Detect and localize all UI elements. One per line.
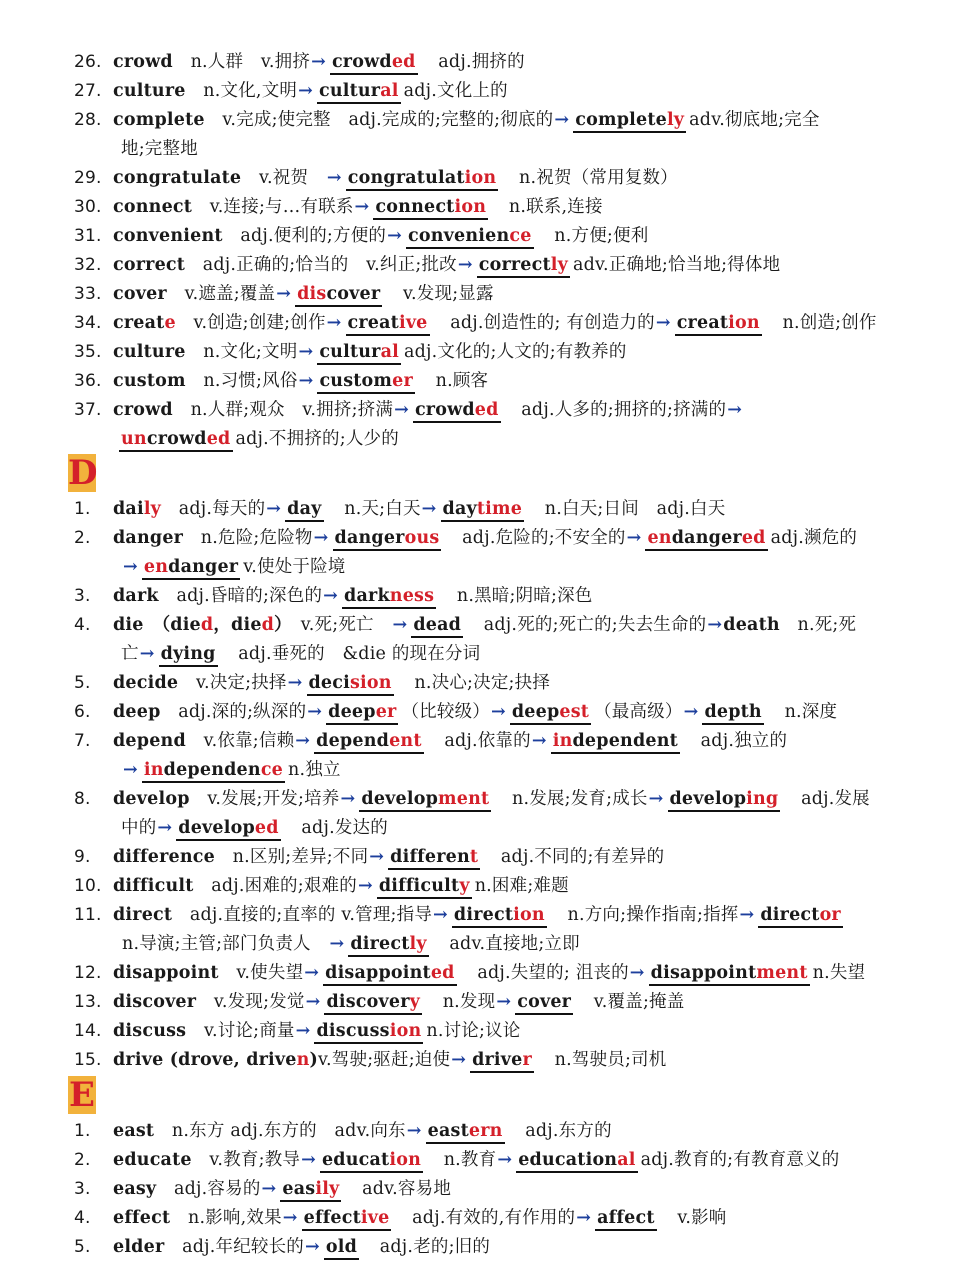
arrow-icon: → — [727, 400, 743, 420]
entry-d9: 9. difference n.区别;差异;不同→ different adj.不同的;有差异的 — [0, 843, 960, 872]
entry-c28-continued: 地;完整地 — [121, 139, 198, 159]
headword: custom — [113, 371, 186, 391]
entry-d15: 15. drive (drove, driven)v.驾驶;驱赶;迫使→ driver n.驾驶员;司机 — [0, 1046, 960, 1075]
arrow-icon: → — [387, 226, 402, 246]
answer-blank: dependent — [314, 730, 423, 754]
arrow-icon: → — [357, 876, 373, 896]
answer-blank: director — [758, 904, 842, 928]
answer-blank: effective — [302, 1207, 392, 1231]
answer-blank: disappointed — [323, 962, 456, 986]
answer-blank: cultural — [317, 80, 401, 104]
answer-blank: daytime — [441, 498, 525, 522]
entry-c28: 28. complete v.完成;使完整 adj.完成的;完整的;彻底的→ completely adv.彻底地;完全 — [0, 106, 960, 135]
entry-d2-continued: → endanger v.使处于险境 — [0, 553, 960, 582]
arrow-icon: → — [457, 255, 473, 275]
verb-forms: （died，died） — [161, 615, 284, 635]
entry-d4: 4. die （died，died） v.死;死亡 → dead adj.死的;死亡的;失去生命的→death n.死;死 — [0, 611, 960, 640]
arrow-icon: → — [326, 313, 342, 333]
entry-e3: 3. easy adj.容易的→ easily adv.容易地 — [0, 1175, 960, 1204]
entry-d13: 13. discover v.发现;发觉→ discovery n.发现→ cover v.覆盖;掩盖 — [0, 988, 960, 1017]
headword: culture — [113, 342, 186, 362]
arrow-icon: → — [433, 905, 448, 925]
answer-blank: endanger — [142, 556, 240, 580]
headword: effect — [113, 1208, 171, 1228]
entry-d10: 10. difficult adj.困难的;艰难的→ difficulty n.困难;难题 — [0, 872, 960, 901]
arrow-icon: → — [629, 963, 645, 983]
entry-d3: 3. dark adj.昏暗的;深色的→ darkness n.黑暗;阴暗;深色 — [0, 582, 960, 611]
answer-blank: decision — [307, 672, 394, 696]
arrow-icon: → — [421, 499, 437, 519]
entry-d2: 2. danger n.危险;危险物→ dangerous adj.危险的;不安全的→ endangered adj.濒危的 — [0, 524, 960, 553]
arrow-icon: → — [295, 731, 311, 751]
answer-blank: different — [388, 846, 480, 870]
entry-c31: 31. convenient adj.便利的;方便的→ convenience n.方便;便利 — [0, 222, 960, 251]
answer-blank: deepest — [510, 701, 591, 725]
answer-blank: old — [324, 1236, 359, 1260]
headword: discover — [113, 992, 197, 1012]
arrow-icon: → — [282, 1208, 298, 1228]
entry-c35: 35. culture n.文化;文明→ cultural adj.文化的;人文的;有教养的 — [0, 338, 960, 367]
headword: congratulate — [113, 168, 242, 188]
arrow-icon: → — [123, 760, 138, 780]
answer-blank: cover — [515, 991, 573, 1015]
arrow-icon: → — [295, 1021, 311, 1041]
arrow-icon: → — [123, 557, 138, 577]
headword: decide — [113, 673, 179, 693]
entry-e2: 2. educate v.教育;教导→ education n.教育→ educational adj.教育的;有教育意义的 — [0, 1146, 960, 1175]
arrow-icon: → — [157, 818, 173, 838]
answer-blank: connection — [373, 196, 488, 220]
answer-blank: discussion — [314, 1020, 423, 1044]
answer-blank: difficulty — [377, 875, 472, 899]
arrow-icon: → — [496, 992, 512, 1012]
headword: culture — [113, 81, 186, 101]
answer-blank: dying — [159, 643, 218, 667]
arrow-icon: → — [266, 499, 282, 519]
arrow-icon: → — [298, 371, 314, 391]
entry-e4: 4. effect n.影响,效果→ effective adj.有效的,有作用的→ affect v.影响 — [0, 1204, 960, 1233]
arrow-icon: → — [354, 197, 370, 217]
entry-d8: 8. develop v.发展;开发;培养→ development n.发展;发育;成长→ developing adj.发展 — [0, 785, 960, 814]
answer-blank: dangerous — [333, 527, 442, 551]
arrow-icon: → — [531, 731, 547, 751]
headword: easy — [113, 1179, 157, 1199]
answer-blank: discovery — [324, 991, 422, 1015]
arrow-icon: → — [307, 702, 323, 722]
answer-blank: disappointment — [649, 962, 810, 986]
answer-blank: completely — [573, 109, 686, 133]
headword: direct — [113, 905, 173, 925]
arrow-icon: → — [311, 52, 326, 72]
entry-e5: 5. elder adj.年纪较长的→ old adj.老的;旧的 — [0, 1233, 960, 1262]
arrow-icon: → — [497, 1150, 513, 1170]
arrow-icon: → — [683, 702, 699, 722]
answer-blank: eastern — [426, 1120, 505, 1144]
answer-blank: educational — [516, 1149, 637, 1173]
answer-blank: cultural — [317, 341, 401, 365]
answer-blank: depth — [702, 701, 763, 725]
headword: dark — [113, 586, 159, 606]
arrow-icon: → — [276, 284, 292, 304]
headword: create — [113, 313, 176, 333]
answer-blank: crowded — [413, 399, 501, 423]
entry-d5: 5. decide v.决定;抉择→ decision n.决心;决定;抉择 — [0, 669, 960, 698]
headword: depend — [113, 731, 186, 751]
entry-d1: 1. daily adj.每天的→ day n.天;白天→ daytime n.白天;日间 adj.白天 — [0, 495, 960, 524]
answer-blank: driver — [470, 1049, 534, 1073]
arrow-icon: → — [392, 615, 408, 635]
answer-blank: customer — [317, 370, 414, 394]
headword: difficult — [113, 876, 194, 896]
answer-blank: creative — [346, 312, 430, 336]
headword: cover — [113, 284, 167, 304]
arrow-icon: → — [739, 905, 755, 925]
answer-blank: independence — [142, 759, 285, 783]
arrow-icon: → — [451, 1050, 467, 1070]
headword: convenient — [113, 226, 223, 246]
entry-c36: 36. custom n.习惯;风俗→ customer n.顾客 — [0, 367, 960, 396]
arrow-icon: → — [305, 992, 321, 1012]
entry-d7: 7. depend v.依靠;信赖→ dependent adj.依靠的→ independent adj.独立的 — [0, 727, 960, 756]
entry-c29: 29. congratulate v.祝贺 → congratulation n.祝贺（常用复数） — [0, 164, 960, 193]
arrow-icon: → — [626, 528, 642, 548]
headword: discuss — [113, 1021, 187, 1041]
arrow-icon: → — [261, 1179, 277, 1199]
section-letter-e: E — [69, 1075, 95, 1115]
arrow-icon: → — [707, 615, 723, 635]
answer-blank: direction — [452, 904, 547, 928]
arrow-icon: → — [648, 789, 664, 809]
headword: die — [113, 615, 144, 635]
headword: danger — [113, 528, 184, 548]
answer-blank: dead — [411, 614, 463, 638]
headword: correct — [113, 255, 186, 275]
section-letter-d: D — [68, 453, 98, 493]
answer-blank: affect — [595, 1207, 656, 1231]
answer-blank: crowded — [330, 51, 418, 75]
answer-blank: endangered — [645, 527, 767, 551]
entry-d4-continued: 亡→ dying adj.垂死的 &die 的现在分词 — [0, 640, 960, 669]
arrow-icon: → — [326, 168, 342, 188]
answer-blank: developed — [176, 817, 280, 841]
headword: crowd — [113, 52, 173, 72]
arrow-icon: → — [340, 789, 356, 809]
answer-blank: developing — [668, 788, 781, 812]
answer-blank: directly — [348, 933, 428, 957]
arrow-icon: → — [304, 963, 320, 983]
arrow-icon: → — [576, 1208, 592, 1228]
headword: connect — [113, 197, 193, 217]
arrow-icon: → — [406, 1121, 422, 1141]
entry-c37-continued: uncrowded adj.不拥挤的;人少的 — [0, 425, 960, 454]
entry-c26: 26. crowd n.人群 v.拥挤→ crowded adj.拥挤的 — [0, 48, 960, 77]
headword: deep — [113, 702, 161, 722]
headword: disappoint — [113, 963, 219, 983]
entry-c32: 32. correct adj.正确的;恰当的 v.纠正;批改→ correctly adv.正确地;恰当地;得体地 — [0, 251, 960, 280]
arrow-icon: → — [394, 400, 409, 420]
answer-blank: creation — [675, 312, 762, 336]
arrow-icon: → — [369, 847, 385, 867]
entry-c33: 33. cover v.遮盖;覆盖→ discover v.发现;显露 — [0, 280, 960, 309]
arrow-icon: → — [490, 702, 506, 722]
entry-d12: 12. disappoint v.使失望→ disappointed adj.失望的; 沮丧的→ disappointment n.失望 — [0, 959, 960, 988]
entry-c37: 37. crowd n.人群;观众 v.拥挤;挤满→ crowded adj.人多的;拥挤的;挤满的→ — [0, 396, 960, 425]
entry-d8-continued: 中的→ developed adj.发达的 — [0, 814, 960, 843]
headword: educate — [113, 1150, 192, 1170]
headword: difference — [113, 847, 215, 867]
answer-blank: congratulation — [346, 167, 499, 191]
answer-blank: convenience — [406, 225, 534, 249]
entry-d14: 14. discuss v.讨论;商量→ discussion n.讨论;议论 — [0, 1017, 960, 1046]
arrow-icon: → — [298, 342, 314, 362]
arrow-icon: → — [305, 1237, 320, 1257]
entry-c27: 27. culture n.文化,文明→ cultural adj.文化上的 — [0, 77, 960, 106]
answer-blank: discover — [295, 283, 382, 307]
arrow-icon: → — [313, 528, 329, 548]
headword: drive (drove, driven) — [113, 1050, 319, 1070]
arrow-icon: → — [301, 1150, 316, 1170]
answer-blank: development — [359, 788, 491, 812]
answer-blank: darkness — [342, 585, 436, 609]
answer-blank: education — [320, 1149, 423, 1173]
headword: crowd — [113, 400, 173, 420]
headword: east — [113, 1121, 155, 1141]
answer-blank: uncrowded — [119, 428, 233, 452]
entry-d11: 11. direct adj.直接的;直率的 v.管理;指导→ direction n.方向;操作指南;指挥→ director — [0, 901, 960, 930]
entry-c34: 34. create v.创造;创建;创作→ creative adj.创造性的; 有创造力的→ creation n.创造;创作 — [0, 309, 960, 338]
answer-blank: easily — [280, 1178, 341, 1202]
headword: complete — [113, 110, 205, 130]
answer-blank: independent — [551, 730, 680, 754]
arrow-icon: → — [298, 81, 313, 101]
entry-e1: 1. east n.东方 adj.东方的 adv.向东→ eastern adj.东方的 — [0, 1117, 960, 1146]
entry-d7-continued: → independence n.独立 — [0, 756, 960, 785]
headword: develop — [113, 789, 190, 809]
headword: daily — [113, 499, 162, 519]
arrow-icon: → — [323, 586, 339, 606]
answer-blank: day — [285, 498, 323, 522]
entry-c30: 30. connect v.连接;与…有联系→ connection n.联系,连接 — [0, 193, 960, 222]
arrow-icon: → — [329, 934, 345, 954]
arrow-icon: → — [554, 110, 570, 130]
answer-blank: correctly — [477, 254, 570, 278]
arrow-icon: → — [287, 673, 303, 693]
arrow-icon: → — [655, 313, 671, 333]
entry-d6: 6. deep adj.深的;纵深的→ deeper （比较级）→ deepest （最高级）→ depth n.深度 — [0, 698, 960, 727]
headword: elder — [113, 1237, 165, 1257]
arrow-icon: → — [139, 644, 155, 664]
entry-d11-continued: n.导演;主管;部门负责人 → directly adv.直接地;立即 — [0, 930, 960, 959]
answer-blank: deeper — [326, 701, 398, 725]
